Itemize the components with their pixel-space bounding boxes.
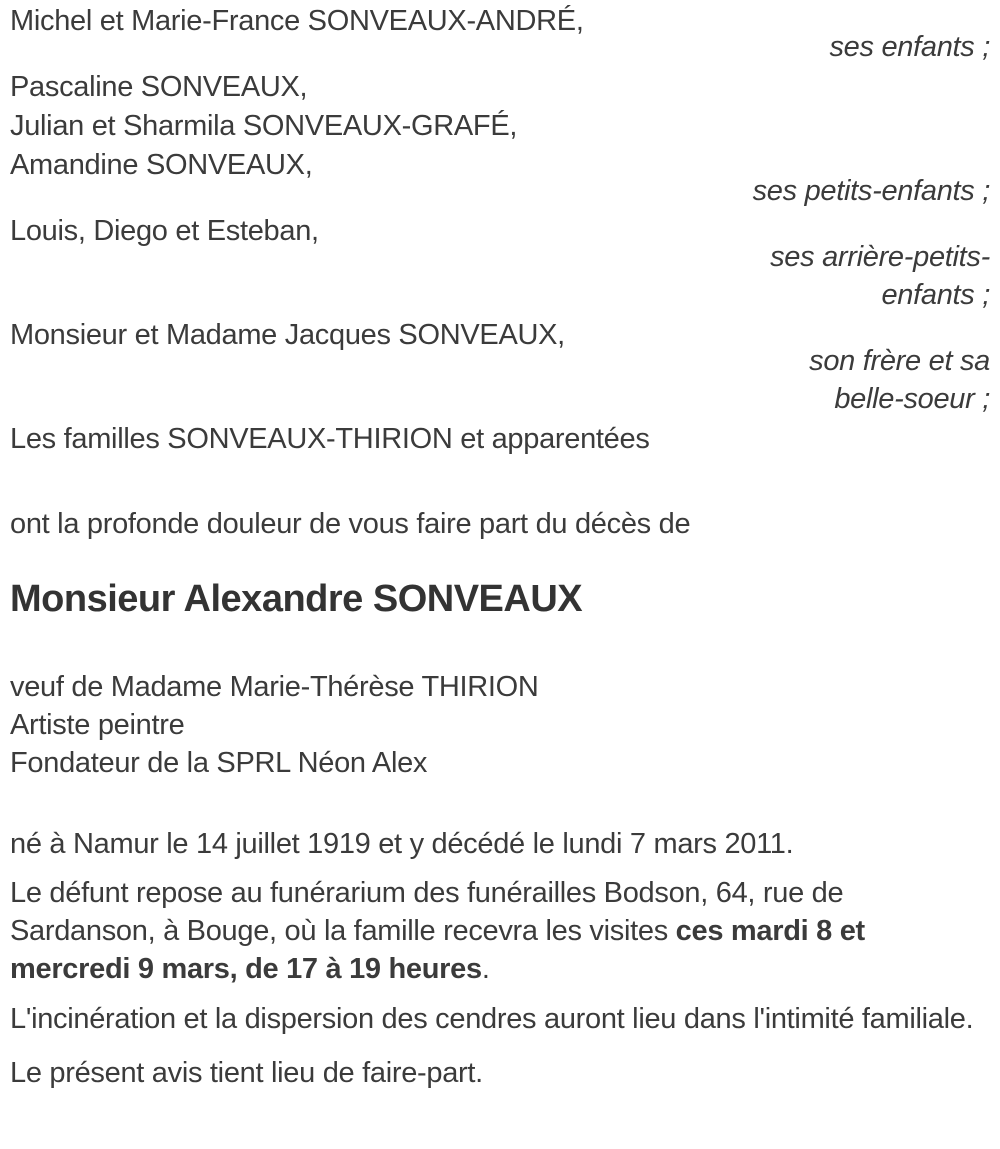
- family-name-line: Louis, Diego et Esteban,: [10, 215, 319, 247]
- announcement-intro: ont la profonde douleur de vous faire part du décès de: [10, 508, 691, 540]
- family-group-extended-families: [10, 420, 990, 459]
- family-group-grandchildren: [10, 68, 990, 210]
- family-name-line: Monsieur et Madame Jacques SONVEAUX,: [10, 319, 565, 351]
- deceased-name-heading: Monsieur Alexandre SONVEAUX: [10, 578, 583, 620]
- detail-founder: Fondateur de la SPRL Néon Alex: [10, 747, 428, 779]
- family-name-line: Amandine SONVEAUX,: [10, 149, 313, 181]
- family-section: [10, 2, 990, 459]
- birth-death-dates: né à Namur le 14 juillet 1919 et y décédé le lundi 7 mars 2011.: [10, 828, 794, 860]
- detail-profession: Artiste peintre: [10, 709, 185, 741]
- relation-text: ses petits-enfants ;: [752, 175, 990, 207]
- detail-widower: veuf de Madame Marie-Thérèse THIRION: [10, 671, 539, 703]
- visitation-paragraph: [10, 874, 990, 988]
- ceremony-paragraph: L'incinération et la dispersion des cendres auront lieu dans l'intimité familiale.: [10, 1003, 974, 1035]
- family-group-children: [10, 2, 990, 66]
- relation-text: ses enfants ;: [829, 31, 990, 63]
- deceased-details: [10, 668, 990, 782]
- relation-text: son frère et sa belle-soeur ;: [809, 345, 990, 415]
- family-group-great-grandchildren: [10, 212, 990, 314]
- closing-line: Le présent avis tient lieu de faire-part.: [10, 1057, 483, 1089]
- family-name-line: Michel et Marie-France SONVEAUX-ANDRÉ,: [10, 5, 584, 37]
- family-name-line: Les familles SONVEAUX-THIRION et apparentées: [10, 423, 650, 455]
- visitation-schedule-bold: ces mardi 8 et mercredi 9 mars, de 17 à 19 heures: [10, 915, 865, 985]
- visitation-text: Le défunt repose au funérarium des funérailles Bodson, 64, rue de Sardanson, à Bouge, où la famille recevra les visites: [10, 877, 844, 947]
- visitation-period: .: [481, 953, 490, 985]
- family-name-line: Julian et Sharmila SONVEAUX-GRAFÉ,: [10, 110, 518, 142]
- relation-text: ses arrière-petits-enfants ;: [770, 241, 990, 311]
- family-group-brother: [10, 316, 990, 418]
- family-name-line: Pascaline SONVEAUX,: [10, 71, 308, 103]
